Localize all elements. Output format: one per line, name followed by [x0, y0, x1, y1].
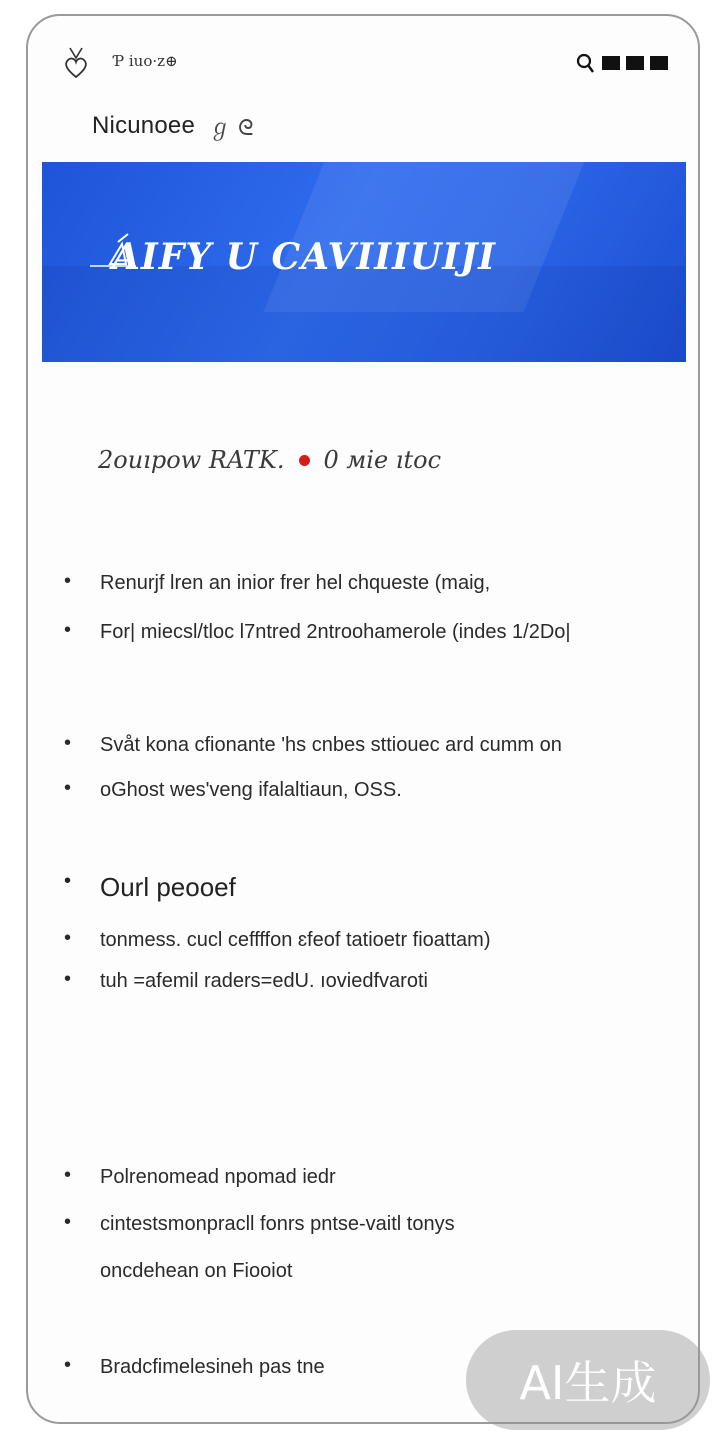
status-tile-3-icon	[650, 56, 668, 70]
bullet-list-1	[64, 572, 684, 644]
banner-title: AIFY U CAVIIIUIJI	[112, 236, 497, 278]
bullet-icon: •	[64, 1164, 72, 1186]
list-item: • For| miecsl/tloc l7ntred 2ntroohamerole (indes 1/2Do|	[64, 619, 571, 643]
app-title-glyphs: ℊ ᘓ	[209, 115, 254, 141]
list-item: • Polrenomead npomad iedr	[64, 1164, 336, 1188]
meta-separator-dot	[299, 455, 310, 466]
status-tile-1-icon	[602, 56, 620, 70]
bullet-icon: •	[64, 619, 72, 641]
list-item: • cintestsmonpracll fonrs pntse-vaitl tonys	[64, 1211, 455, 1235]
bullet-icon: •	[64, 777, 72, 799]
list-item-continuation: oncdehean on Fiooiot	[100, 1260, 293, 1282]
bullet-icon: •	[64, 870, 72, 892]
bullet-icon: •	[64, 1354, 72, 1376]
app-title: Nicunoee	[92, 112, 196, 139]
search-icon[interactable]	[574, 52, 596, 74]
section-heading: • Ourl peooef	[64, 870, 236, 902]
status-icons	[574, 52, 668, 74]
meta-source: 2ouıpow RATK.	[98, 446, 285, 474]
bullet-icon: •	[64, 570, 72, 592]
ai-generated-watermark: AI生成	[466, 1330, 710, 1430]
status-tile-2-icon	[626, 56, 644, 70]
app-bar	[92, 104, 254, 148]
bullet-icon: •	[64, 1211, 72, 1233]
status-bar	[28, 16, 698, 100]
list-item: • Bradcfimelesineh pas tne	[64, 1354, 325, 1378]
heart-charm-icon	[62, 46, 90, 80]
bullet-list-2	[64, 734, 684, 802]
meta-time: 0 мie ıtoc	[323, 446, 442, 474]
bullet-icon: •	[64, 968, 72, 990]
phone-frame	[26, 14, 700, 1424]
banner-shade	[42, 266, 686, 362]
list-item: • Svåt kona cfionante 'hs cnbes sttiouec ard cumm on	[64, 732, 562, 756]
list-item: • tuh =afemil raders=edU. ıoviedfvaroti	[64, 968, 428, 992]
hero-banner[interactable]	[42, 162, 686, 362]
list-item: • tonmess. cucl ceffffon ɛfeof tatioetr fioattam)	[64, 927, 491, 951]
app-mark: Ƥ iuo·z⊕	[114, 52, 178, 70]
bullet-icon: •	[64, 732, 72, 754]
list-item: • Renurjf lren an inior frer hel chqueste (maig,	[64, 570, 491, 594]
list-item: • oGhost wes'veng ifalaltiaun, OSS.	[64, 777, 402, 801]
bullet-icon: •	[64, 927, 72, 949]
bullet-list-4	[64, 1166, 684, 1283]
bullet-list-3	[64, 872, 684, 993]
article-meta	[98, 446, 441, 474]
